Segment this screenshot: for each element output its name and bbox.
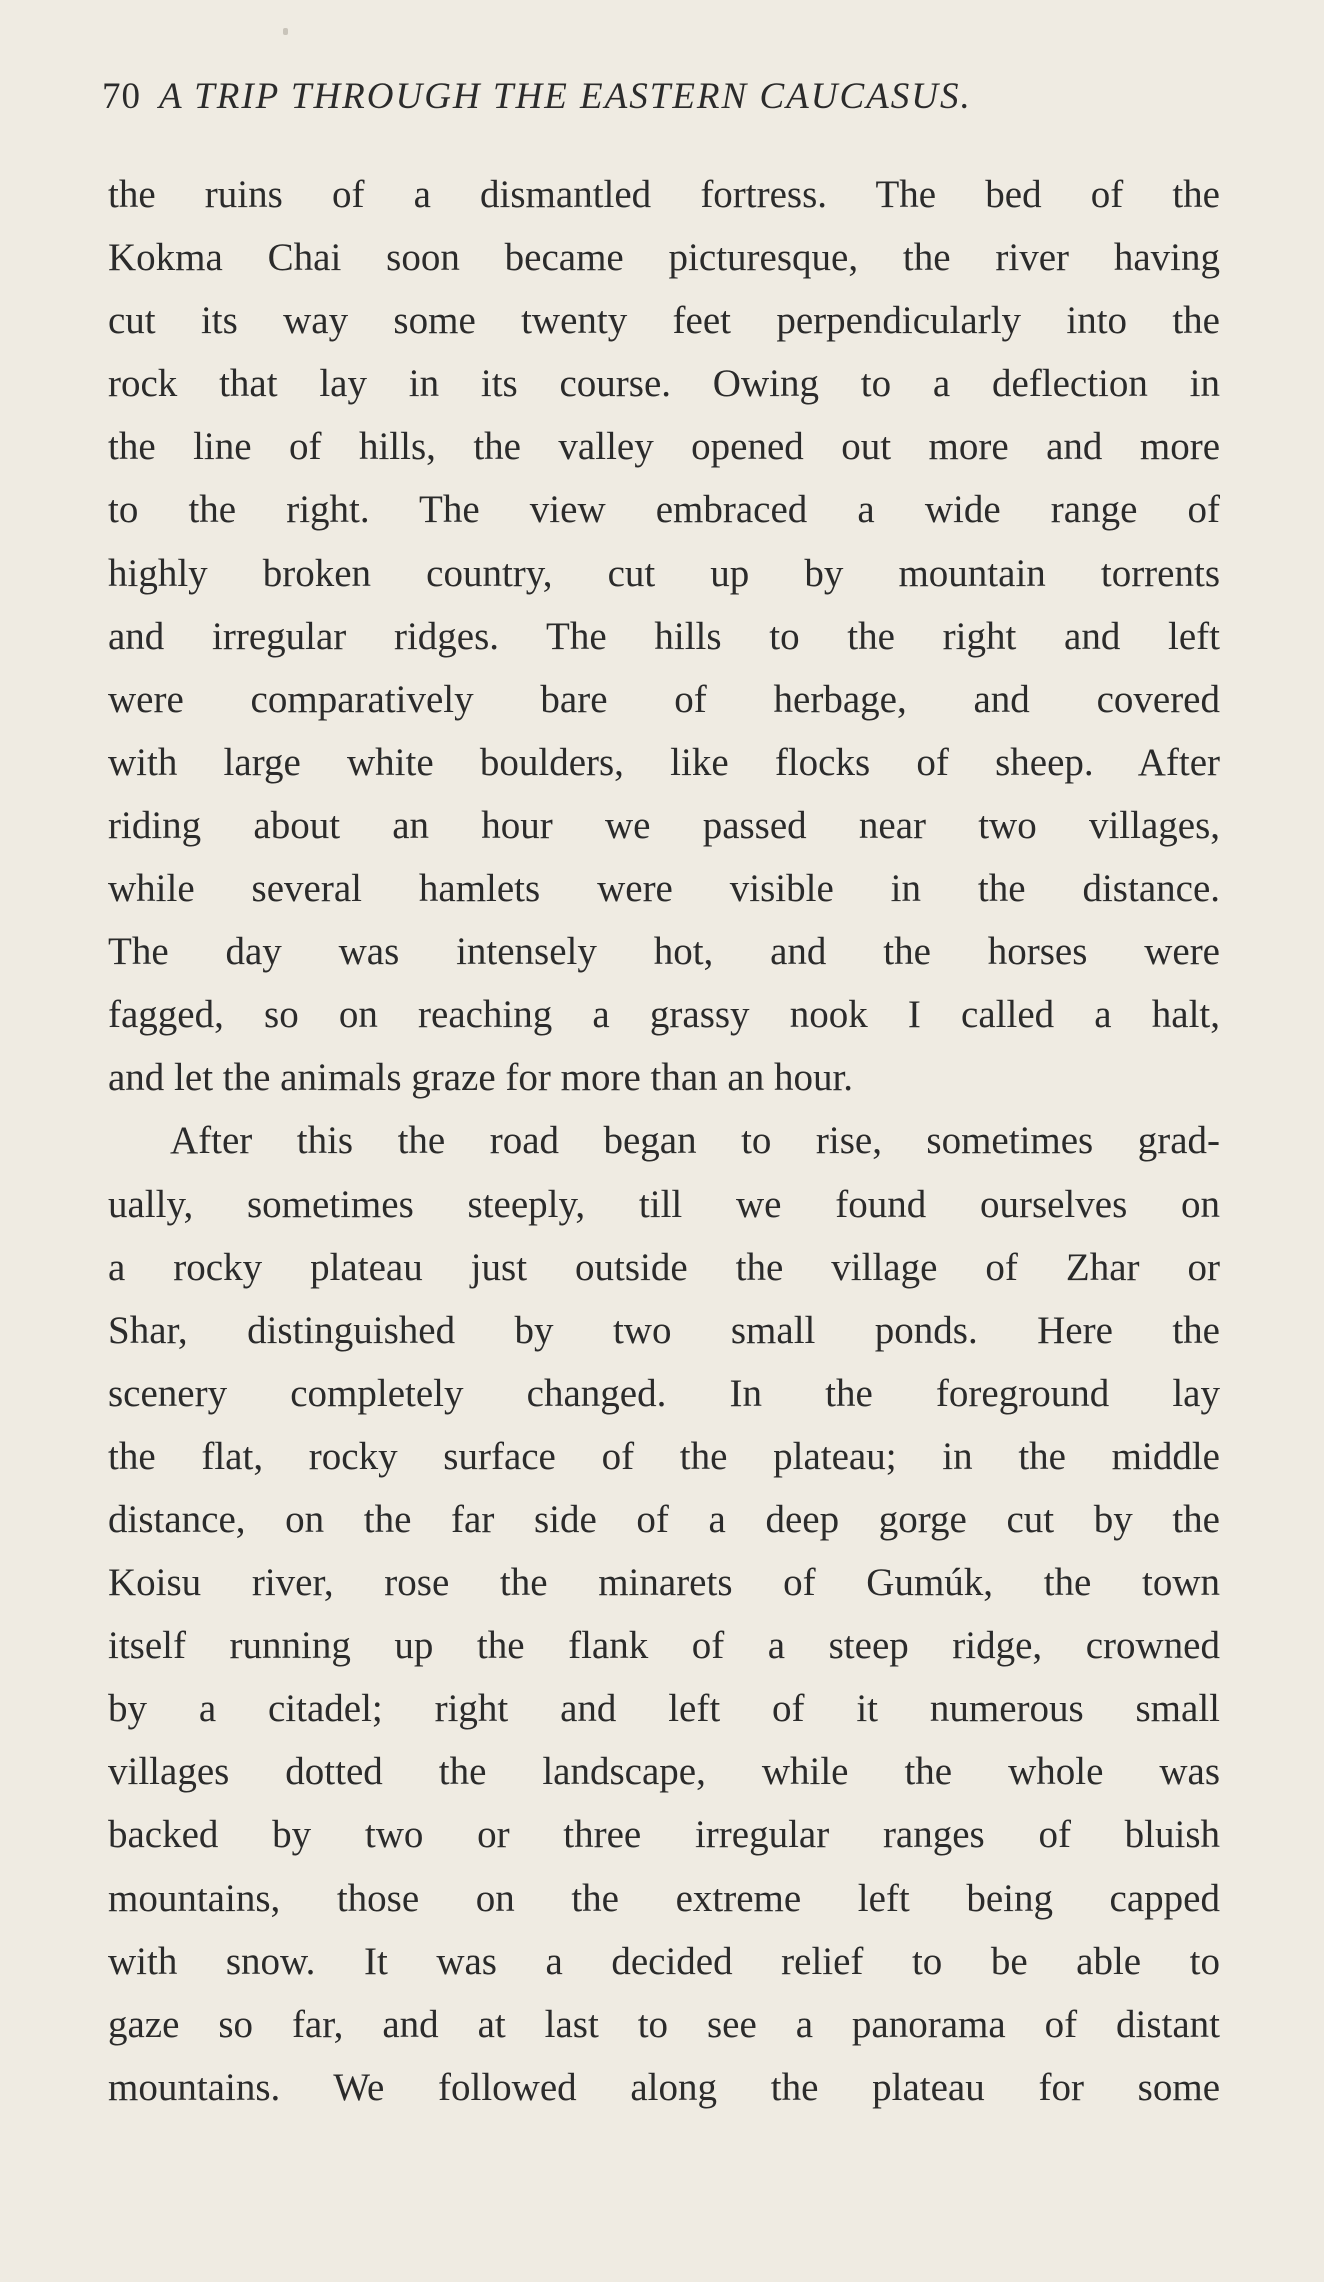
text-line: mountains. We followed along the plateau for some xyxy=(108,2065,1220,2109)
text-line: with large white boulders, like flocks of sheep. After xyxy=(108,740,1220,784)
text-line: Shar, distinguished by two small ponds. Here the xyxy=(108,1308,1220,1352)
text-line: the ruins of a dismantled fortress. The bed of the xyxy=(108,173,1220,216)
text-line: ually, sometimes steeply, till we found ourselves on xyxy=(108,1182,1220,1226)
text-line: a rocky plateau just outside the village of Zhar or xyxy=(108,1245,1220,1289)
text-line: Koisu river, rose the minarets of Gumúk, the town xyxy=(108,1561,1220,1605)
body-text xyxy=(108,163,1220,2119)
text-line: itself running up the flank of a steep ridge, crowned xyxy=(108,1624,1220,1668)
text-line: The day was intensely hot, and the horses were xyxy=(108,930,1220,974)
text-line: distance, on the far side of a deep gorge cut by the xyxy=(108,1497,1220,1541)
running-head xyxy=(102,75,1142,118)
text-line: cut its way some twenty feet perpendicularly into the xyxy=(108,299,1220,343)
text-line: Kokma Chai soon became picturesque, the river having xyxy=(108,236,1220,280)
text-line: to the right. The view embraced a wide range of xyxy=(108,488,1220,532)
text-line: fagged, so on reaching a grassy nook I called a halt, xyxy=(108,993,1220,1037)
text-line: After this the road began to rise, sometimes grad- xyxy=(170,1119,1220,1163)
text-line: mountains, those on the extreme left being capped xyxy=(108,1876,1220,1920)
text-line: riding about an hour we passed near two villages, xyxy=(108,803,1220,847)
page-number: 70 xyxy=(102,76,141,117)
text-line: highly broken country, cut up by mountain torrents xyxy=(108,551,1220,595)
text-line: with snow. It was a decided relief to be able to xyxy=(108,1939,1220,1983)
text-line: while several hamlets were visible in the distance. xyxy=(108,867,1220,911)
running-title: A TRIP THROUGH THE EASTERN CAUCASUS. xyxy=(159,76,972,117)
text-line: backed by two or three irregular ranges of bluish xyxy=(108,1813,1220,1857)
text-line: scenery completely changed. In the foreground lay xyxy=(108,1371,1220,1415)
text-line: by a citadel; right and left of it numerous small xyxy=(108,1687,1220,1731)
text-line: rock that lay in its course. Owing to a deflection in xyxy=(108,362,1220,406)
text-line: the line of hills, the valley opened out more and more xyxy=(108,425,1220,469)
text-line: and irregular ridges. The hills to the right and left xyxy=(108,614,1220,658)
text-line: were comparatively bare of herbage, and covered xyxy=(108,677,1220,721)
text-line: villages dotted the landscape, while the whole was xyxy=(108,1750,1220,1794)
text-line: the flat, rocky surface of the plateau; in the middle xyxy=(108,1434,1220,1478)
text-line: gaze so far, and at last to see a panorama of distant xyxy=(108,2002,1220,2046)
text-line: and let the animals graze for more than an hour. xyxy=(108,1056,854,1100)
paper-speck xyxy=(283,28,288,35)
